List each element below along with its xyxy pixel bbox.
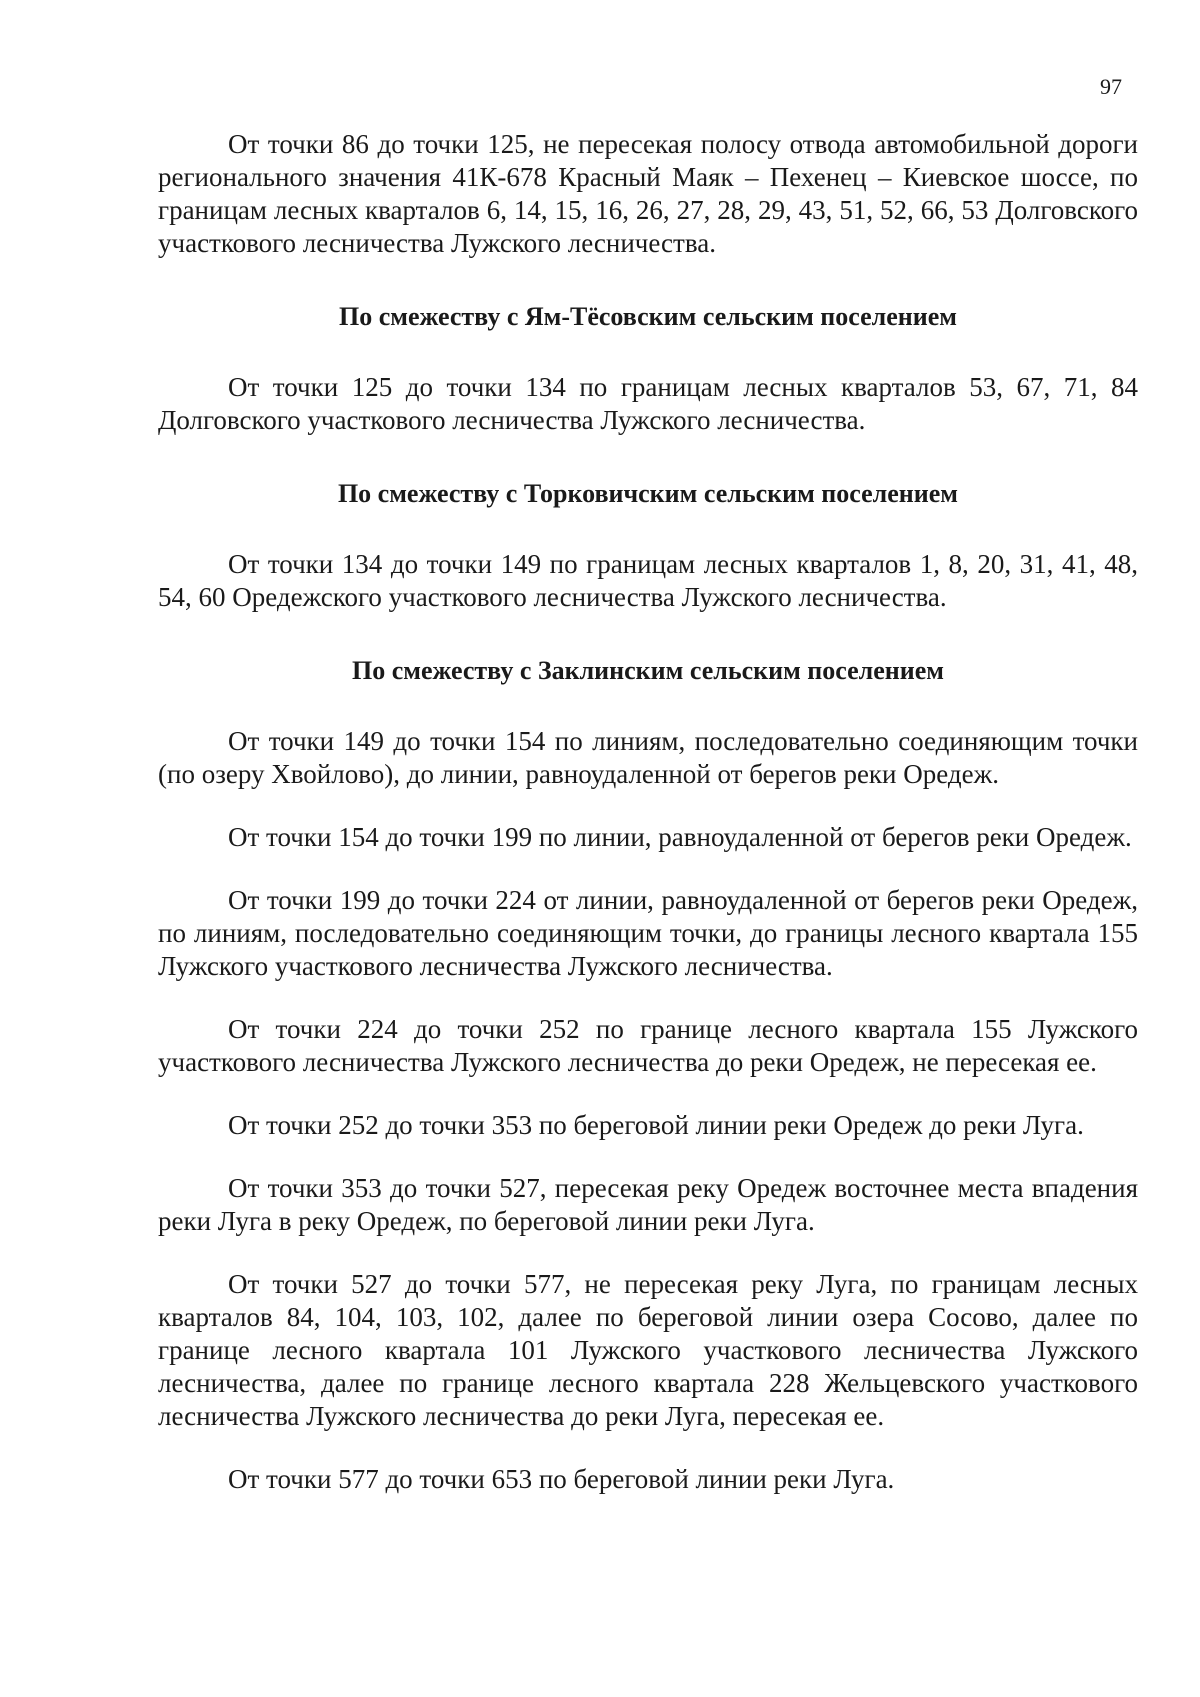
page-number: 97: [1100, 74, 1122, 99]
document-body: [158, 128, 1138, 1496]
paragraph-points-353-527: От точки 353 до точки 527, пересекая реку Оредеж восточнее места впадения реки Луга в реку Оредеж, по береговой линии реки Луга.: [158, 1173, 1138, 1236]
paragraph-points-527-577: От точки 527 до точки 577, не пересекая реку Луга, по границам лесных кварталов 84, 104, 103, 102, далее по береговой линии озера Сосово, далее по границе лесного квартала 101 Лужского участкового лесничества Лужского лесничества, далее по границе лесного квартала 228 Жельцевского участкового лесничества Лужского лесничества до реки Луга, пересекая ее.: [158, 1269, 1138, 1431]
section-heading-torkovichskoe: По смежеству с Торковичским сельским поселением: [337, 479, 959, 508]
paragraph-points-125-134: От точки 125 до точки 134 по границам лесных кварталов 53, 67, 71, 84 Долговского участкового лесничества Лужского лесничества.: [158, 372, 1138, 435]
paragraph-points-577-653: От точки 577 до точки 653 по береговой линии реки Луга.: [228, 1464, 895, 1494]
paragraph-points-134-149: От точки 134 до точки 149 по границам лесных кварталов 1, 8, 20, 31, 41, 48, 54, 60 Оредежского участкового лесничества Лужского лесничества.: [158, 549, 1138, 612]
paragraph-points-224-252: От точки 224 до точки 252 по границе лесного квартала 155 Лужского участкового лесничества Лужского лесничества до реки Оредеж, не пересекая ее.: [158, 1014, 1138, 1077]
paragraph-points-252-353: От точки 252 до точки 353 по береговой линии реки Оредеж до реки Луга.: [228, 1110, 1084, 1140]
paragraph-points-154-199: От точки 154 до точки 199 по линии, равноудаленной от берегов реки Оредеж.: [228, 822, 1132, 852]
section-heading-zaklinskoe: По смежеству с Заклинским сельским поселением: [351, 656, 944, 685]
paragraph-points-86-125: От точки 86 до точки 125, не пересекая полосу отвода автомобильной дороги регионального значения 41К-678 Красный Маяк – Пехенец – Киевское шоссе, по границам лесных кварталов 6, 14, 15, 16, 26, 27, 28, 29, 43, 51, 52, 66, 53 Долговского участкового лесничества Лужского лесничества.: [158, 129, 1138, 258]
paragraph-points-149-154: От точки 149 до точки 154 по линиям, последовательно соединяющим точки (по озеру Хвойлово), до линии, равноудаленной от берегов реки Оредеж.: [158, 726, 1138, 789]
section-heading-yam-tyosovskoe: По смежеству с Ям-Тёсовским сельским поселением: [338, 302, 958, 331]
paragraph-points-199-224: От точки 199 до точки 224 от линии, равноудаленной от берегов реки Оредеж, по линиям, последовательно соединяющим точки, до границы лесного квартала 155 Лужского участкового лесничества Лужского лесничества.: [158, 885, 1138, 981]
